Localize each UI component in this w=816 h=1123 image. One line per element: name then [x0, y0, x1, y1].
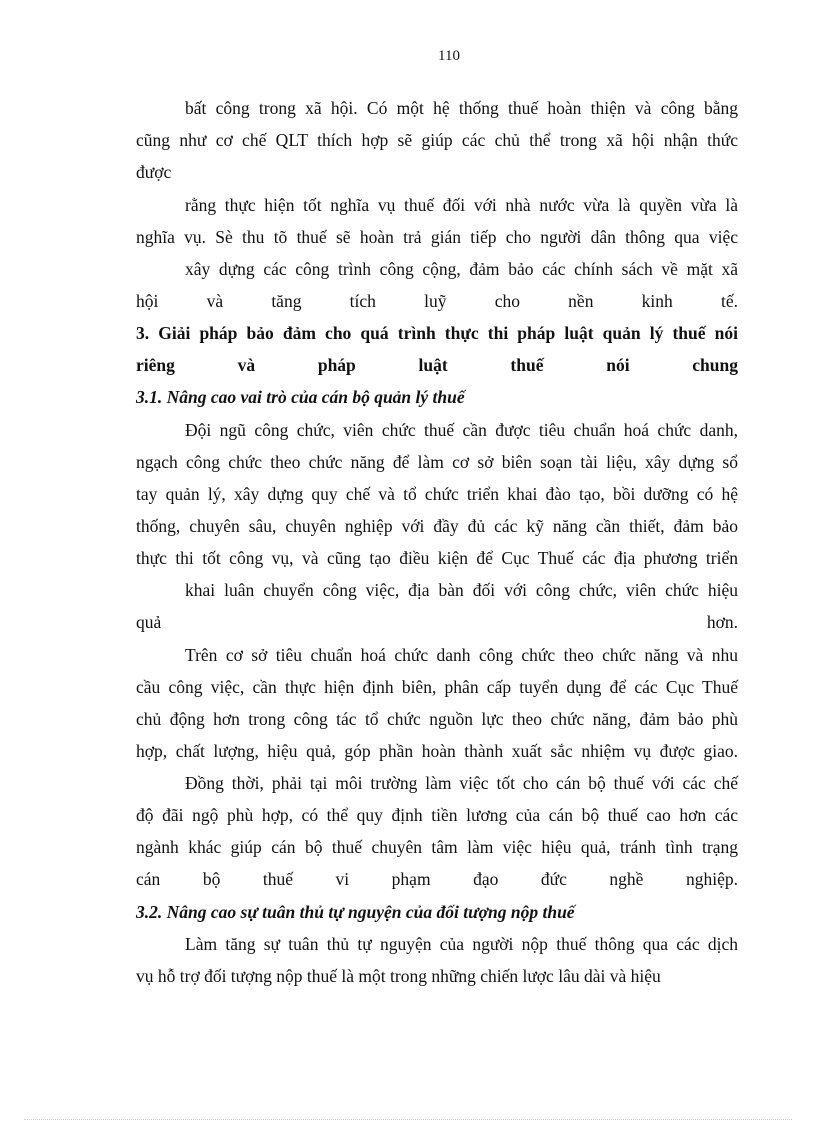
text-line: thực thi tốt công vụ, và cũng tạo điều kiện để Cục Thuế các địa phương triển: [136, 548, 738, 568]
text-line: Đội ngũ công chức, viên chức thuế cần được tiêu chuẩn hoá chức danh,: [185, 420, 738, 440]
page-number: 110: [438, 48, 460, 64]
text-line: cán bộ thuế vi phạm đạo đức nghề nghiệp.: [136, 869, 738, 889]
section-heading: 3. Giải pháp bảo đảm cho quá trình thực thi pháp luật quản lý thuế nói: [136, 323, 738, 343]
text-line: chủ động hơn trong công tác tổ chức nguồn lực theo chức năng, đảm bảo phù: [136, 709, 738, 729]
text-line: quả hơn.: [136, 612, 738, 632]
text-line: cầu công việc, cần thực hiện định biên, phân cấp tuyển dụng để các Cục Thuế: [136, 677, 738, 697]
text-line: Trên cơ sở tiêu chuẩn hoá chức danh công chức theo chức năng và nhu: [185, 645, 738, 665]
text-line: Đồng thời, phải tại môi trường làm việc tốt cho cán bộ thuế với các chế: [185, 773, 738, 793]
text-line: xây dựng các công trình công cộng, đảm bảo các chính sách về mặt xã: [185, 259, 738, 279]
text-line: thống, chuyên sâu, chuyên nghiệp với đầy đủ các kỹ năng cần thiết, đảm bảo: [136, 516, 738, 536]
text-line: vụ hỗ trợ đối tượng nộp thuế là một trong những chiến lược lâu dài và hiệu: [136, 966, 661, 986]
page-bottom-divider: [24, 1119, 792, 1120]
text-line: tay quản lý, xây dựng quy chế và tổ chức triển khai đào tạo, bồi dưỡng có hệ: [136, 484, 738, 504]
text-line: rằng thực hiện tốt nghĩa vụ thuế đối với nhà nước vừa là quyền vừa là: [185, 195, 738, 215]
subsection-heading: 3.2. Nâng cao sự tuân thủ tự nguyện của đối tượng nộp thuế: [136, 902, 575, 922]
text-line: nghĩa vụ. Sè thu tõ thuế sẽ hoàn trả gián tiếp cho người dân thông qua việc: [136, 227, 738, 247]
text-line: độ đãi ngộ phù hợp, có thể quy định tiền lương của cán bộ thuế cao hơn các: [136, 805, 738, 825]
text-line: ngạch công chức theo chức năng để làm cơ sở biên soạn tài liệu, xây dựng sổ: [136, 452, 738, 472]
subsection-heading: 3.1. Nâng cao vai trò của cán bộ quản lý thuế: [136, 387, 465, 407]
text-line: ngành khác giúp cán bộ thuế chuyên tâm làm việc hiệu quả, tránh tình trạng: [136, 837, 738, 857]
text-line: hợp, chất lượng, hiệu quả, góp phần hoàn thành xuất sắc nhiệm vụ được giao.: [136, 741, 738, 761]
text-line: Làm tăng sự tuân thủ tự nguyện của người nộp thuế thông qua các dịch: [185, 934, 738, 954]
text-line: được: [136, 162, 172, 182]
text-line: cũng như cơ chế QLT thích hợp sẽ giúp các chủ thể trong xã hội nhận thức: [136, 130, 738, 150]
text-line: bất công trong xã hội. Có một hệ thống thuế hoàn thiện và công bằng: [185, 98, 738, 118]
section-heading: riêng và pháp luật thuế nói chung: [136, 355, 738, 375]
text-line: hội và tăng tích luỹ cho nền kinh tế.: [136, 291, 738, 311]
text-line: khai luân chuyển công việc, địa bàn đối với công chức, viên chức hiệu: [185, 580, 738, 600]
